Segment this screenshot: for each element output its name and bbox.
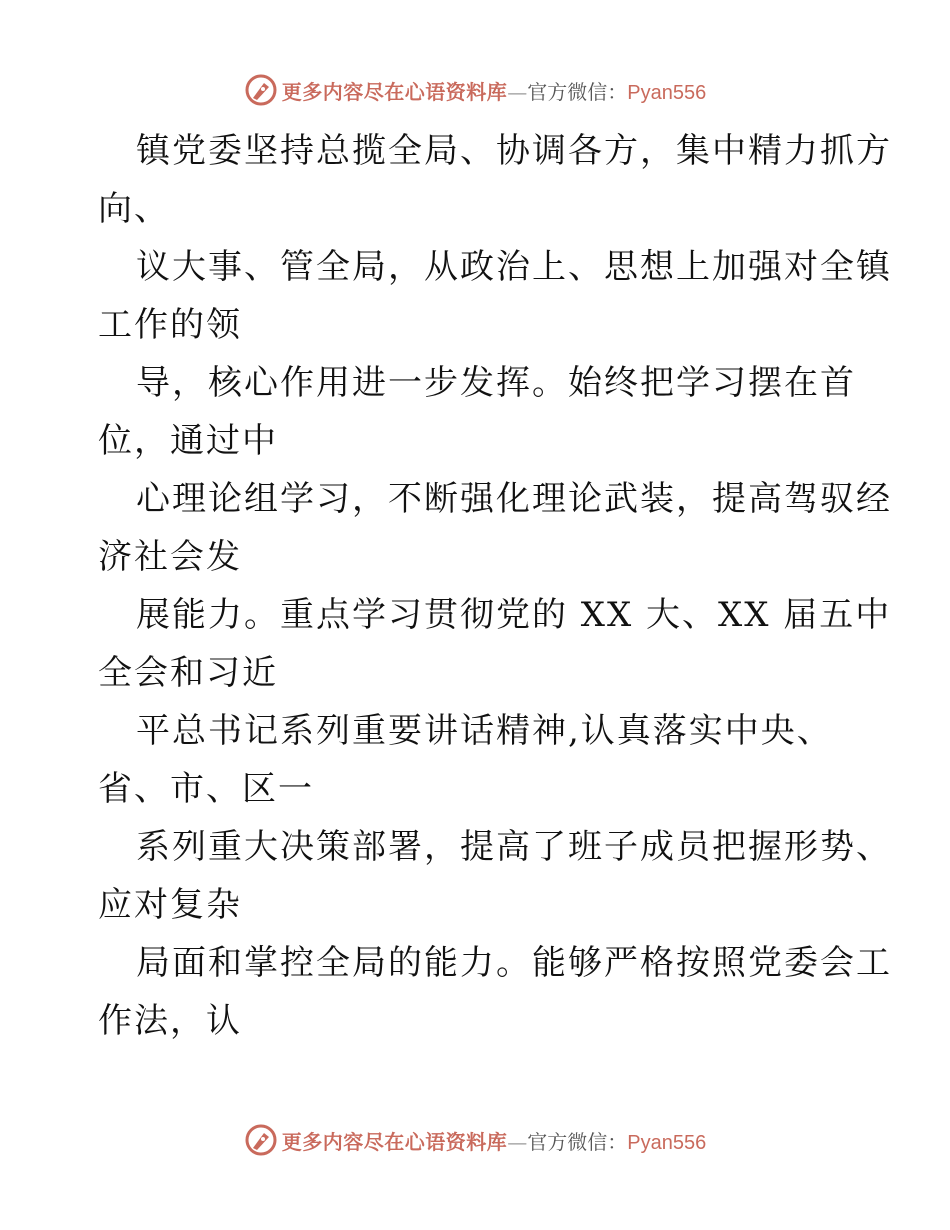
banner-dash: — <box>507 79 528 104</box>
text-line: 导，核心作用进一步发挥。始终把学习摆在首 <box>136 363 856 403</box>
text-line: 议大事、管全局，从政治上、思想上加强对全镇 <box>136 247 892 287</box>
banner-dash: — <box>507 1129 528 1154</box>
header-banner <box>0 70 950 110</box>
banner-main-text: 更多内容尽在心语资料库 <box>281 79 508 104</box>
text-line: 应对复杂 <box>98 885 242 925</box>
banner-wechat-id: Pyan556 <box>627 81 707 104</box>
banner-wechat-id: Pyan556 <box>627 1131 707 1154</box>
text-line: 全会和习近 <box>98 653 278 693</box>
banner-wechat-label: 官方微信： <box>527 1129 628 1154</box>
text-line: 心理论组学习，不断强化理论武装，提高驾驭经 <box>136 479 892 519</box>
footer-banner <box>0 1120 950 1160</box>
pen-nib-logo-icon <box>244 1123 278 1157</box>
banner-text <box>282 76 706 105</box>
text-line: 位，通过中 <box>98 421 278 461</box>
text-line: 系列重大决策部署，提高了班子成员把握形势、 <box>136 827 892 867</box>
text-line: 平总书记系列重要讲话精神,认真落实中央、 <box>136 711 833 751</box>
text-line: 工作的领 <box>98 305 242 345</box>
banner-main-text: 更多内容尽在心语资料库 <box>281 1129 508 1154</box>
pen-nib-logo-icon <box>244 73 278 107</box>
text-line: 济社会发 <box>98 537 242 577</box>
text-line: 镇党委坚持总揽全局、协调各方，集中精力抓方 <box>136 131 892 171</box>
text-line: 向、 <box>98 189 170 229</box>
text-line: 省、市、区一 <box>98 769 314 809</box>
banner-wechat-label: 官方微信： <box>527 79 628 104</box>
document-body <box>98 122 892 1050</box>
text-line: 展能力。重点学习贯彻党的 XX 大、XX 届五中 <box>136 595 892 635</box>
banner-text <box>282 1126 706 1155</box>
text-line: 局面和掌控全局的能力。能够严格按照党委会工 <box>136 943 892 983</box>
text-line: 作法，认 <box>98 1001 242 1041</box>
